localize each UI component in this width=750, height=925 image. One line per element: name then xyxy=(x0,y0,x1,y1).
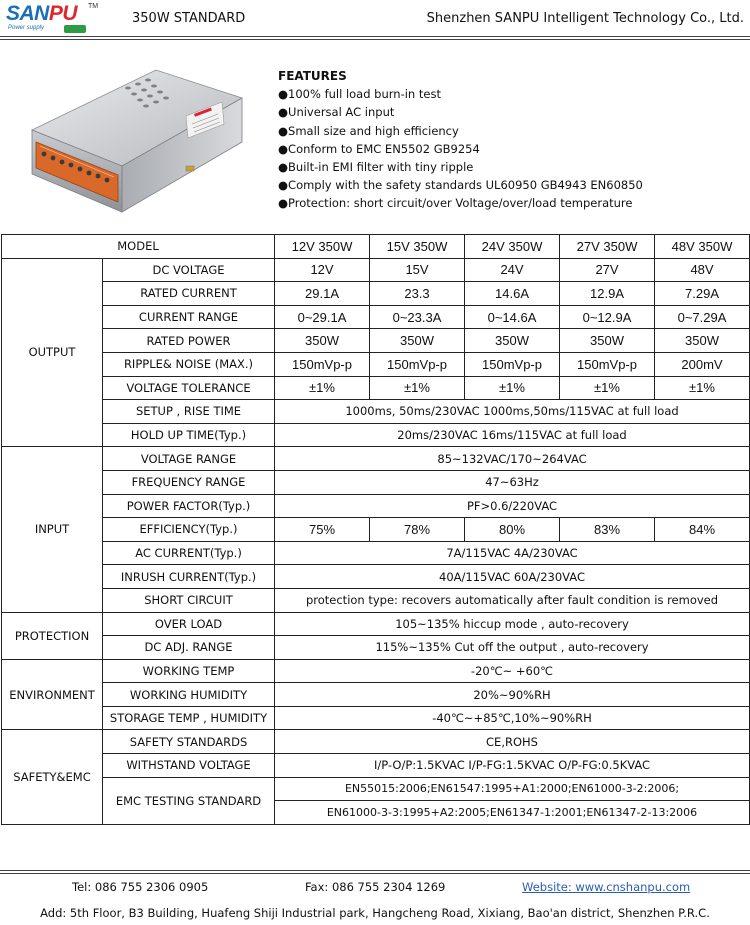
row-label: POWER FACTOR(Typ.) xyxy=(103,494,275,518)
table-row xyxy=(2,518,750,542)
row-label: HOLD UP TIME(Typ.) xyxy=(103,423,275,447)
table-cell: 85~132VAC/170~264VAC xyxy=(275,447,750,471)
table-cell: 0~7.29A xyxy=(655,305,750,329)
row-label: SETUP , RISE TIME xyxy=(103,400,275,424)
sanpu-logo xyxy=(6,2,102,36)
table-row xyxy=(2,636,750,660)
table-cell: 7.29A xyxy=(655,282,750,306)
feature-item: ●Universal AC input xyxy=(278,105,395,120)
table-cell: 47~63Hz xyxy=(275,470,750,494)
table-row xyxy=(2,706,750,730)
footer-website-link[interactable]: Website: www.cnshanpu.com xyxy=(522,880,691,894)
table-cell: 83% xyxy=(560,518,655,542)
table-cell: 0~14.6A xyxy=(465,305,560,329)
logo-subtitle: Power supply xyxy=(8,25,45,31)
section-output: OUTPUT xyxy=(2,258,103,447)
table-cell: EN55015:2006;EN61547:1995+A1:2000;EN61000-3-2:2006; xyxy=(275,777,750,801)
power-supply-product-image xyxy=(18,62,248,217)
table-cell: protection type: recovers automatically after fault condition is removed xyxy=(275,588,750,612)
feature-item: ●Protection: short circuit/over Voltage/over/load temperature xyxy=(278,196,633,211)
table-cell: 150mVp-p xyxy=(560,352,655,376)
table-cell: 40A/115VAC 60A/230VAC xyxy=(275,565,750,589)
row-label: DC ADJ. RANGE xyxy=(103,636,275,660)
features-list xyxy=(278,85,738,212)
feature-item: ●Conform to EMC EN5502 GB9254 xyxy=(278,141,480,156)
logo-text-b: PU xyxy=(48,2,78,25)
footer-address: Add: 5th Floor, B3 Building, Huafeng Shiji Industrial park, Hangcheng Road, Xixiang, Bao'an district, Shenzhen P.R.C. xyxy=(40,906,710,920)
table-row xyxy=(2,400,750,424)
table-cell: ±1% xyxy=(465,376,560,400)
table-cell: 84% xyxy=(655,518,750,542)
table-cell: 78% xyxy=(370,518,465,542)
specification-table xyxy=(1,234,750,825)
table-cell: 350W xyxy=(465,329,560,353)
document-title: 350W STANDARD xyxy=(132,11,246,26)
table-cell: 14.6A xyxy=(465,282,560,306)
table-cell: 0~29.1A xyxy=(275,305,370,329)
header-divider xyxy=(0,39,750,40)
table-cell: 23.3 xyxy=(370,282,465,306)
table-cell: 12.9A xyxy=(560,282,655,306)
row-label: INRUSH CURRENT(Typ.) xyxy=(103,565,275,589)
row-label: SHORT CIRCUIT xyxy=(103,588,275,612)
table-cell: 27V xyxy=(560,258,655,282)
table-cell: 350W xyxy=(370,329,465,353)
table-cell: 115%~135% Cut off the output , auto-recovery xyxy=(275,636,750,660)
table-row xyxy=(2,754,750,778)
table-cell: 150mVp-p xyxy=(275,352,370,376)
row-label: CURRENT RANGE xyxy=(103,305,275,329)
table-cell: I/P-O/P:1.5KVAC I/P-FG:1.5KVAC O/P-FG:0.5KVAC xyxy=(275,754,750,778)
row-label: DC VOLTAGE xyxy=(103,258,275,282)
logo-text-a: SAN xyxy=(6,2,49,25)
model-27v: 27V 350W xyxy=(560,235,655,259)
row-label: WORKING HUMIDITY xyxy=(103,683,275,707)
table-row xyxy=(2,612,750,636)
table-cell: -20℃~ +60℃ xyxy=(275,659,750,683)
table-cell: 80% xyxy=(465,518,560,542)
table-row xyxy=(2,235,750,259)
table-cell: 0~23.3A xyxy=(370,305,465,329)
row-label: WITHSTAND VOLTAGE xyxy=(103,754,275,778)
row-label: AC CURRENT(Typ.) xyxy=(103,541,275,565)
model-24v: 24V 350W xyxy=(465,235,560,259)
table-cell: 350W xyxy=(655,329,750,353)
table-cell: ±1% xyxy=(655,376,750,400)
table-row xyxy=(2,588,750,612)
row-label: RATED POWER xyxy=(103,329,275,353)
section-protection: PROTECTION xyxy=(2,612,103,659)
table-cell: 350W xyxy=(275,329,370,353)
footer-divider xyxy=(0,870,750,871)
table-row xyxy=(2,494,750,518)
table-cell: 150mVp-p xyxy=(465,352,560,376)
footer-telephone: Tel: 086 755 2306 0905 xyxy=(72,880,209,894)
model-12v: 12V 350W xyxy=(275,235,370,259)
model-48v: 48V 350W xyxy=(655,235,750,259)
row-label: RATED CURRENT xyxy=(103,282,275,306)
table-row xyxy=(2,352,750,376)
page-header xyxy=(0,0,750,40)
table-row xyxy=(2,659,750,683)
table-cell: ±1% xyxy=(275,376,370,400)
table-row xyxy=(2,565,750,589)
features-section xyxy=(278,67,738,213)
table-row xyxy=(2,447,750,471)
footer-divider xyxy=(0,873,750,874)
table-row xyxy=(2,258,750,282)
table-row xyxy=(2,777,750,801)
row-label: VOLTAGE TOLERANCE xyxy=(103,376,275,400)
footer-fax: Fax: 086 755 2304 1269 xyxy=(305,880,446,894)
logo-trademark: TM xyxy=(88,3,99,10)
table-cell: PF>0.6/220VAC xyxy=(275,494,750,518)
table-row xyxy=(2,282,750,306)
model-label: MODEL xyxy=(2,235,275,259)
company-name: Shenzhen SANPU Intelligent Technology Co., Ltd. xyxy=(426,11,744,26)
row-label: VOLTAGE RANGE xyxy=(103,447,275,471)
table-cell: 105~135% hiccup mode , auto-recovery xyxy=(275,612,750,636)
table-cell: 200mV xyxy=(655,352,750,376)
feature-item: ●Built-in EMI filter with tiny ripple xyxy=(278,160,474,175)
table-row xyxy=(2,329,750,353)
table-row xyxy=(2,683,750,707)
table-cell: 1000ms, 50ms/230VAC 1000ms,50ms/115VAC at full load xyxy=(275,400,750,424)
features-title: FEATURES xyxy=(278,69,347,83)
table-row xyxy=(2,730,750,754)
table-cell: 75% xyxy=(275,518,370,542)
table-cell: 29.1A xyxy=(275,282,370,306)
logo-leaf-icon xyxy=(64,25,86,33)
section-input: INPUT xyxy=(2,447,103,612)
table-row xyxy=(2,541,750,565)
row-label: EMC TESTING STANDARD xyxy=(103,777,275,824)
section-safety-emc: SAFETY&EMC xyxy=(2,730,103,824)
table-cell: -40℃~+85℃,10%~90%RH xyxy=(275,706,750,730)
feature-item: ●100% full load burn-in test xyxy=(278,87,441,102)
row-label: STORAGE TEMP , HUMIDITY xyxy=(103,706,275,730)
table-cell: 0~12.9A xyxy=(560,305,655,329)
table-row xyxy=(2,376,750,400)
table-cell: ±1% xyxy=(560,376,655,400)
table-cell: 12V xyxy=(275,258,370,282)
header-divider xyxy=(0,36,750,37)
table-cell: 24V xyxy=(465,258,560,282)
table-cell: 20%~90%RH xyxy=(275,683,750,707)
table-cell: 15V xyxy=(370,258,465,282)
row-label: EFFICIENCY(Typ.) xyxy=(103,518,275,542)
table-cell: 7A/115VAC 4A/230VAC xyxy=(275,541,750,565)
model-15v: 15V 350W xyxy=(370,235,465,259)
row-label: OVER LOAD xyxy=(103,612,275,636)
table-cell: CE,ROHS xyxy=(275,730,750,754)
table-row xyxy=(2,305,750,329)
feature-item: ●Small size and high efficiency xyxy=(278,123,459,138)
table-cell: 150mVp-p xyxy=(370,352,465,376)
table-cell: ±1% xyxy=(370,376,465,400)
table-cell: 20ms/230VAC 16ms/115VAC at full load xyxy=(275,423,750,447)
table-row xyxy=(2,470,750,494)
row-label: RIPPLE& NOISE (MAX.) xyxy=(103,352,275,376)
row-label: SAFETY STANDARDS xyxy=(103,730,275,754)
row-label: WORKING TEMP xyxy=(103,659,275,683)
table-row xyxy=(2,423,750,447)
table-cell: 48V xyxy=(655,258,750,282)
section-environment: ENVIRONMENT xyxy=(2,659,103,730)
table-cell: EN61000-3-3:1995+A2:2005;EN61347-1:2001;EN61347-2-13:2006 xyxy=(275,801,750,825)
feature-item: ●Comply with the safety standards UL60950 GB4943 EN60850 xyxy=(278,178,643,193)
row-label: FREQUENCY RANGE xyxy=(103,470,275,494)
table-cell: 350W xyxy=(560,329,655,353)
